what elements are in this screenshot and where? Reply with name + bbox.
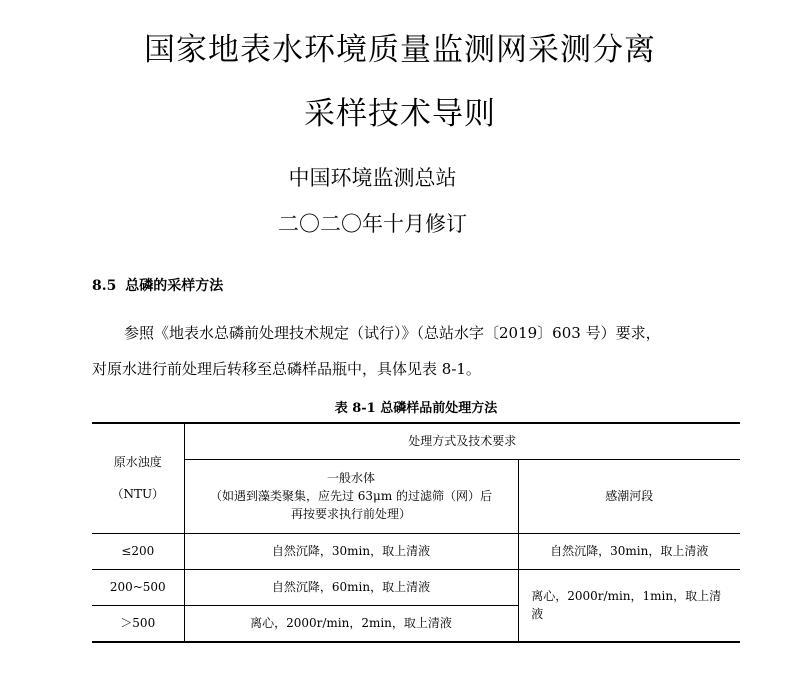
table-caption-number: 表 8-1 xyxy=(334,401,376,416)
turbidity-cell: 200~500 xyxy=(92,569,184,605)
header-turbidity-label: 原水浊度 xyxy=(113,455,162,470)
document-title-line1: 国家地表水环境质量监测网采测分离 xyxy=(144,32,656,68)
paragraph-line-2: 对原水进行前处理后转移至总磷样品瓶中，具体见表 8-1。 xyxy=(92,360,481,378)
tidal-method-text: 离心，2000r/min，1min，取上清液 xyxy=(531,589,722,622)
section-heading-text: 总磷的采样方法 xyxy=(125,278,224,294)
general-method-cell: 离心，2000r/min，2min，取上清液 xyxy=(184,605,518,642)
document-title-line2: 采样技术导则 xyxy=(304,96,496,132)
header-general-water-cell xyxy=(184,459,518,533)
table-caption xyxy=(0,397,800,416)
table-row xyxy=(92,569,740,605)
table-row xyxy=(92,533,740,569)
general-method-cell: 自然沉降，30min，取上清液 xyxy=(184,533,518,569)
header-general-note-line2: 再按要求执行前处理） xyxy=(290,507,411,521)
header-general-title: 一般水体 xyxy=(326,471,375,485)
general-method-cell: 自然沉降，60min，取上清液 xyxy=(184,569,518,605)
header-tidal-reach: 感潮河段 xyxy=(518,459,740,533)
tidal-method-cell xyxy=(518,569,740,642)
section-heading xyxy=(92,275,223,295)
turbidity-cell: ≤200 xyxy=(92,533,184,569)
header-general-note-line1: （如遇到藻类聚集，应先过 63μm 的过滤筛（网）后 xyxy=(209,489,493,503)
organization-name: 中国环境监测总站 xyxy=(288,166,457,190)
table-caption-text: 总磷样品前处理方法 xyxy=(380,401,498,416)
section-number: 8.5 xyxy=(92,278,117,294)
phosphorus-pretreatment-table xyxy=(92,422,740,643)
header-method: 处理方式及技术要求 xyxy=(184,423,740,459)
header-turbidity-cell xyxy=(92,423,184,533)
turbidity-cell: ＞500 xyxy=(92,605,184,642)
header-turbidity-unit: （NTU） xyxy=(111,487,165,502)
tidal-method-cell: 自然沉降，30min，取上清液 xyxy=(518,533,740,569)
paragraph-line-1: 参照《地表水总磷前处理技术规定（试行）》（总站水字〔2019〕603 号）要求， xyxy=(124,324,661,342)
revision-date: 二〇二〇年十月修订 xyxy=(278,212,467,236)
